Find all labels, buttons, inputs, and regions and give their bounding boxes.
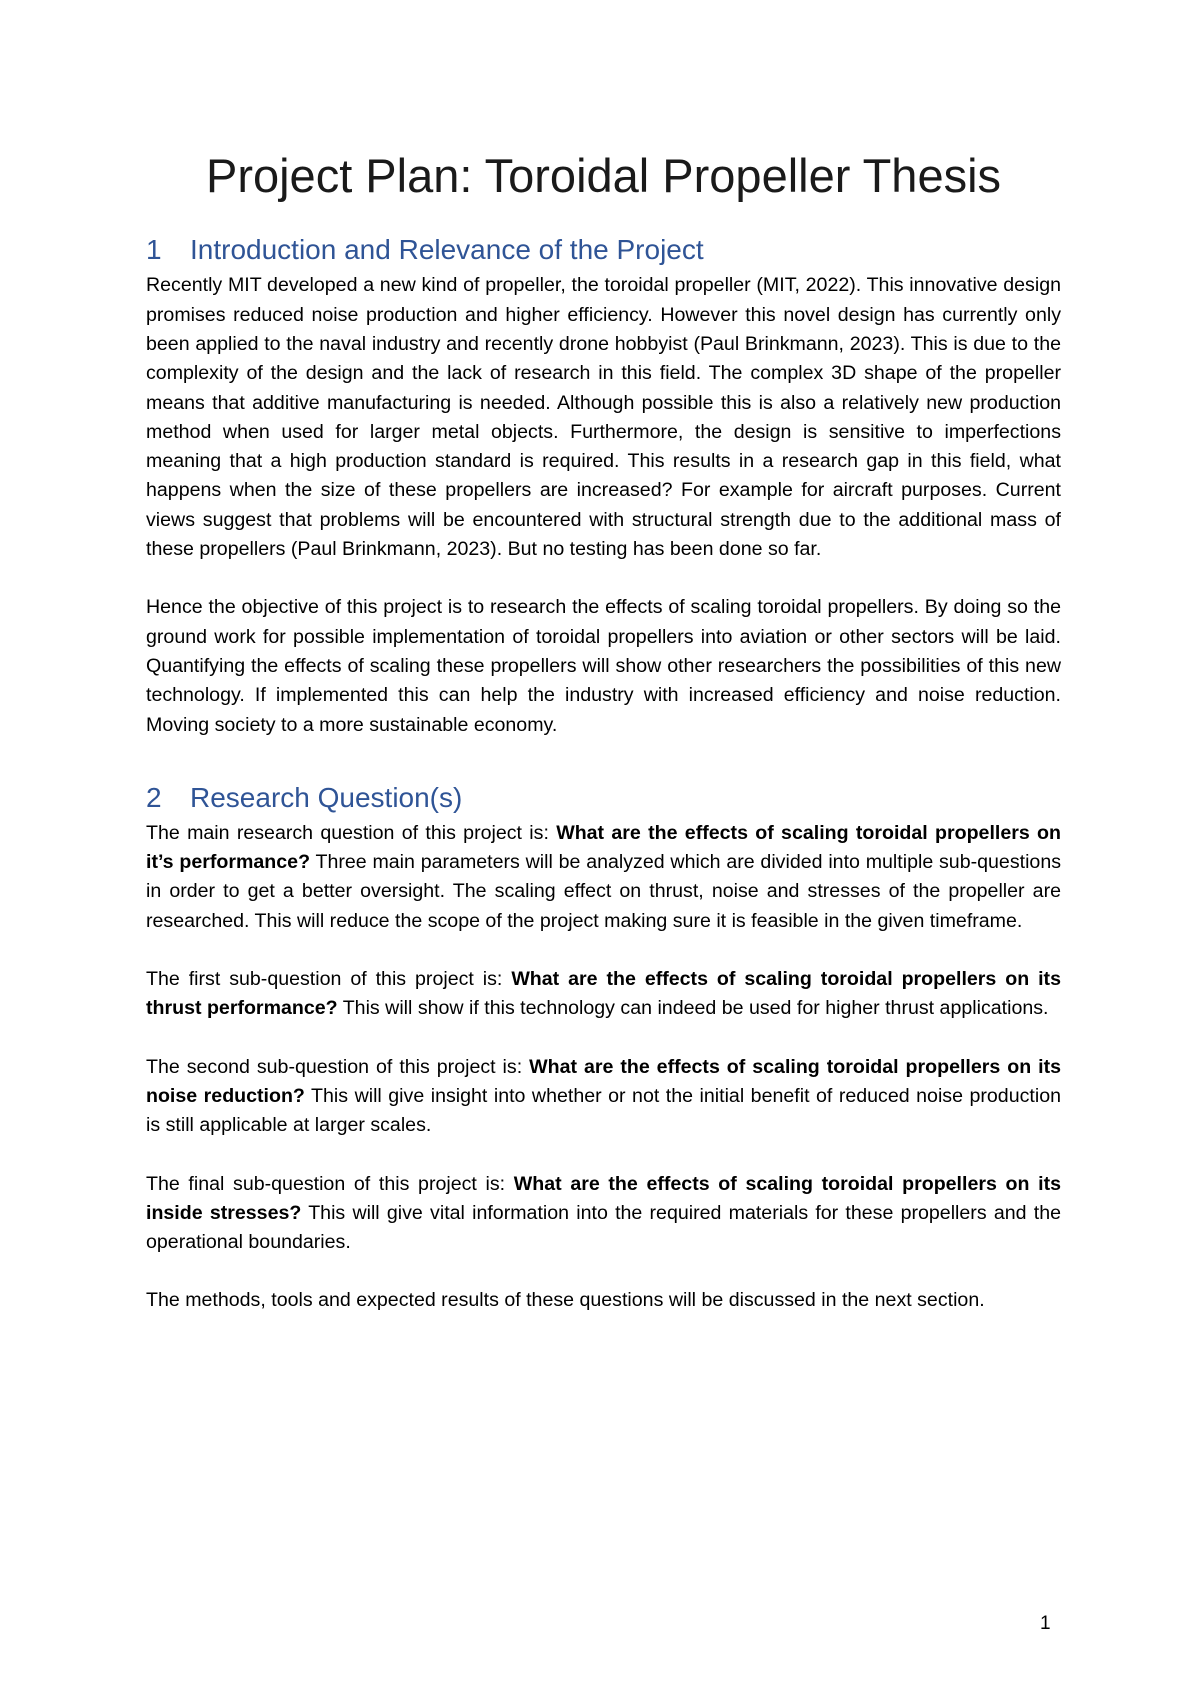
research-question-bold: What are the effects of scaling toroidal propellers on its inside stresses? <box>146 1172 1061 1224</box>
paragraph-text: This will show if this technology can indeed be used for higher thrust applications. <box>337 997 1049 1020</box>
research-question-bold: What are the effects of scaling toroidal propellers on its thrust performance? <box>146 968 1061 1020</box>
paragraph-text: This will give insight into whether or not the initial benefit of reduced noise production is still applicable at larger scales. <box>146 1084 1061 1137</box>
section-heading-text: Introduction and Relevance of the Project <box>190 234 704 266</box>
document-title: Project Plan: Toroidal Propeller Thesis <box>205 149 1002 202</box>
paragraph-text: The final sub-question of this project is: <box>146 1172 514 1195</box>
paragraph-text: The main research question of this project is: <box>146 821 557 844</box>
section-number: 1 <box>146 234 162 266</box>
paragraph-text: The second sub-question of this project is: <box>146 1055 530 1078</box>
paragraph <box>146 593 1061 739</box>
paragraph-sub-question-2 <box>146 1053 1061 1141</box>
research-question-bold: What are the effects of scaling toroidal propellers on its noise reduction? <box>146 1055 1061 1107</box>
paragraph-text: Hence the objective of this project is to research the effects of scaling toroidal propellers. By doing so the ground work for possible implementation of toroidal propellers into aviation or other sectors will be laid. Quantifying the effects of scaling these propellers will show other researchers the possibilities of this new technology. If implemented this can help the industry with increased efficiency and noise reduction. Moving society to a more sustainable economy. <box>146 596 1061 736</box>
paragraph <box>146 271 1061 564</box>
paragraph-sub-question-1 <box>146 965 1061 1024</box>
paragraph-text: Three main parameters will be analyzed which are divided into multiple sub-questions in order to get a better oversight. The scaling effect on thrust, noise and stresses of the propeller are researched. This will reduce the scope of the project making sure it is feasible in the given timeframe. <box>146 851 1062 932</box>
paragraph-sub-question-3 <box>146 1170 1061 1258</box>
section-research-questions <box>146 780 1061 1316</box>
research-question-bold: What are the effects of scaling toroidal propellers on it’s performance? <box>146 821 1061 874</box>
paragraph-text: This will give vital information into the required materials for these propellers and the operational boundaries. <box>146 1201 1061 1254</box>
section-heading <box>146 780 1061 815</box>
sections-container <box>146 232 1061 1315</box>
section-heading-text: Research Question(s) <box>190 781 463 813</box>
paragraph-closing <box>146 1286 1061 1315</box>
paragraph-main-question <box>146 819 1061 936</box>
page-number: 1 <box>1040 1613 1051 1634</box>
section-number: 2 <box>146 781 162 813</box>
paragraph-text: The methods, tools and expected results of these questions will be discussed in the next section. <box>146 1289 985 1312</box>
paragraph-text: Recently MIT developed a new kind of propeller, the toroidal propeller (MIT, 2022). This innovative design promises reduced noise production and higher efficiency. However this novel design has currently only been applied to the naval industry and recently drone hobbyist (Paul Brinkmann, 2023). This is due to the complexity of the design and the lack of research in this field. The complex 3D shape of the propeller means that additive manufacturing is needed. Although possible this is also a relatively new production method when used for larger metal objects. Furthermore, the design is sensitive to imperfections meaning that a high production standard is required. This results in a research gap in this field, what happens when the size of these propellers are increased? For example for aircraft purposes. Current views suggest that problems will be encountered with structural strength due to the additional mass of these propellers (Paul Brinkmann, 2023). But no testing has been done so far. <box>146 274 1061 561</box>
paragraph-text: The first sub-question of this project is: <box>146 968 512 991</box>
section-introduction <box>146 232 1061 739</box>
section-heading <box>146 232 1061 267</box>
